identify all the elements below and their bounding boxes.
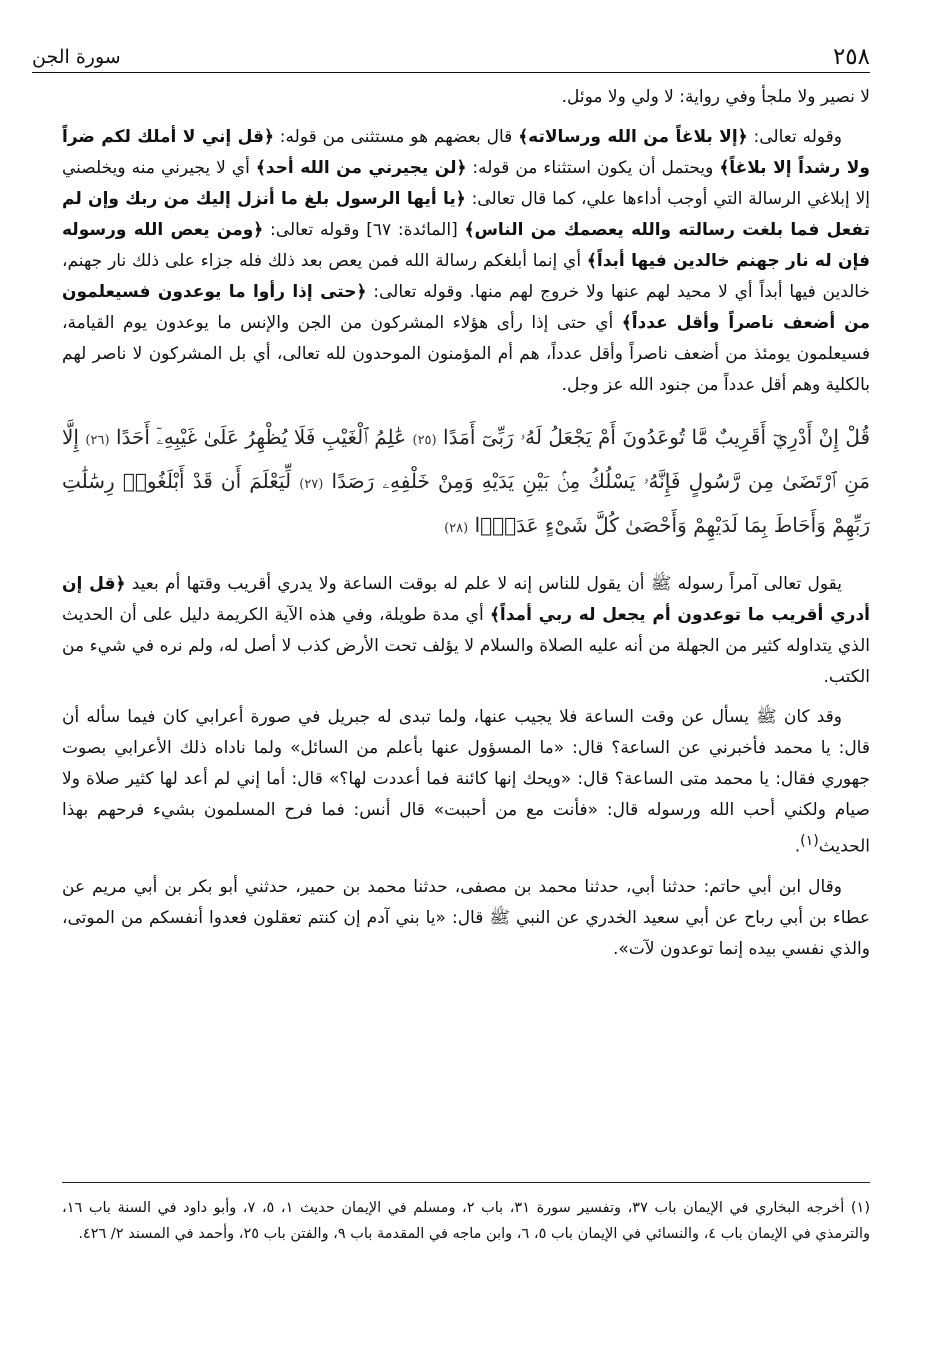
quran-quote: ﴿قل إن أدري أقريب ما توعدون أم يجعل له ربي أمداً﴾: [62, 574, 870, 625]
text-segment: وقال ابن أبي حاتم: حدثنا أبي، حدثنا محمد بن مصفى، حدثنا محمد بن حمير، حدثني أبو بكر بن أبي مريم عن عطاء بن أبي رباح عن أبي سعيد الخدري عن النبي ﷺ قال: «يا بني آدم إن كنتم تعقلون فعدوا أنفسكم من الموتى، والذي نفسي بيده إنما توعدون لآت».: [62, 876, 870, 959]
text-segment: يقول تعالى آمراً رسوله ﷺ أن يقول للناس إنه لا علم له بوقت الساعة ولا يدري أقريب وقتها أم بعيد: [125, 574, 842, 594]
verse-text: لِّيَعْلَمَ أَن قَدْ أَبْلَغُوا۟ رِسَٰلَٰتِ رَبِّهِمْ وَأَحَاطَ بِمَا لَدَيْهِمْ وَأَحْصَىٰ كُلَّ شَىْءٍ عَدَدًۢا: [62, 469, 870, 537]
paragraph: [62, 702, 870, 863]
verse-text: عَٰلِمُ ٱلْغَيْبِ فَلَا يُظْهِرُ عَلَىٰ غَيْبِهِۦٓ أَحَدًا: [115, 425, 407, 449]
text-segment: أي إنما أبلغكم رسالة الله فمن يعص بعد ذلك فله جزاء على ذلك نار جهنم، خالدين فيها أبداً أي لا محيد لهم عنها ولا خروج لهم منها. وقوله تعالى:: [62, 251, 870, 302]
verse-number-value: ٢٨: [449, 521, 464, 536]
text-segment: [المائدة: ٦٧] وقوله تعالى:: [263, 220, 465, 240]
text-segment: (١): [800, 833, 819, 849]
running-header: [32, 42, 870, 73]
commentary-block-1: [62, 82, 870, 401]
footnote-text: أخرجه البخاري في الإيمان باب ٣٧، وتفسير سورة ٣١، باب ٢، ومسلم في الإيمان حديث ١، ٥، ٧، وأبو داود في السنة باب ١٦، والترمذي في الإيمان باب ٤، والنسائي في الإيمان باب ٥، ٦، وابن ماجه في المقدمة باب ٩، والفتن باب ٢٥، وأحمد في المسند ٢/ ٤٢٦.: [62, 1200, 870, 1242]
quran-quote: ﴿حتى إذا رأوا ما يوعدون فسيعلمون من أضعف ناصراً وأقل عدداً﴾: [62, 282, 870, 333]
verse-number-value: ٢٦: [90, 433, 105, 448]
paragraph: [62, 122, 870, 401]
text-segment: أي مدة طويلة، وفي هذه الآية الكريمة دليل على أن الحديث الذي يتداوله كثير من الجهلة من أنه عليه الصلاة والسلام لا يؤلف تحت الأرض كذب لا أصل له، ولم نره في شيء من الكتب.: [62, 605, 870, 687]
text-segment: ويحتمل أن يكون استثناء من قوله:: [466, 158, 720, 178]
main-text: [62, 82, 870, 974]
quran-verses: [62, 411, 870, 555]
verse-number: (٢٦): [85, 433, 110, 448]
footnote-marker: (١): [850, 1200, 870, 1216]
text-segment: قال بعضهم هو مستثنى من قوله:: [273, 127, 519, 147]
quran-quote: ﴿قل إني لا أملك لكم ضراً ولا رشداً إلا بلاغاً﴾: [62, 127, 870, 178]
text-segment: وقوله تعالى:: [747, 127, 842, 147]
footnotes: [62, 1182, 870, 1247]
quran-quote: ﴿لن يجيرني من الله أحد﴾: [255, 158, 467, 178]
text-segment: أي حتى إذا رأى هؤلاء المشركون من الجن والإنس ما يوعدون يوم القيامة، فسيعلمون يومئذ من أضعف ناصراً وأقل عدداً، هم أم المؤمنون الموحدون لله تعالى، أي بل المشركون لا ناصر لهم بالكلية وهم أقل عدداً من جنود الله عز وجل.: [62, 313, 870, 395]
paragraph: [62, 82, 870, 113]
quran-quote: ﴿إلا بلاغاً من الله ورسالاته﴾: [518, 127, 748, 147]
verse-number: (٢٧): [299, 477, 324, 492]
verse-number: (٢٥): [412, 433, 437, 448]
page-number: ٢٥٨: [832, 44, 870, 70]
commentary-block-2: [62, 569, 870, 965]
paragraph: [62, 872, 870, 965]
paragraph: [62, 569, 870, 693]
verse-text: إِلَّا مَنِ ٱرْتَضَىٰ مِن رَّسُولٍ فَإِنَّهُۥ يَسْلُكُ مِنۢ بَيْنِ يَدَيْهِ وَمِنْ خَلْفِهِۦ رَصَدًا: [62, 425, 871, 493]
verse-number-value: ٢٥: [417, 433, 432, 448]
quran-quote: ﴿ومن يعص الله ورسوله فإن له نار جهنم خالدين فيها أبداً﴾: [62, 220, 870, 271]
text-segment: لا نصير ولا ملجأ وفي رواية: لا ولي ولا موئل.: [561, 87, 870, 107]
verse-number-value: ٢٧: [304, 477, 319, 492]
text-segment: أي لا يجيرني منه ويخلصني إلا إبلاغي الرسالة التي أوجب أداءها علي، كما قال تعالى:: [62, 158, 870, 209]
verse-number: (٢٨): [444, 521, 469, 536]
text-segment: وقد كان ﷺ يسأل عن وقت الساعة فلا يجيب عنها، ولما تبدى له جبريل في صورة أعرابي كان فيما سأله أن قال: يا محمد فأخبرني عن الساعة؟ قال: «ما المسؤول عنها بأعلم من السائل» ولما ناداه ذلك الأعرابي بصوت جهوري فقال: يا محمد متى الساعة؟ قال: «ويحك إنها كائنة فما أعددت لها؟» قال: أما إني لم أعد لها كثير صلاة ولا صيام ولكني أحب الله ورسوله قال: «فأنت مع من أحببت» قال أنس: فما فرح المسلمون بشيء فرحهم بهذا الحديث: [62, 707, 870, 857]
text-segment: .: [794, 836, 801, 857]
surah-name: سورة الجن: [32, 46, 121, 68]
quran-quote: ﴿يا أيها الرسول بلغ ما أنزل إليك من ربك وإن لم تفعل فما بلغت رسالته والله يعصمك من الناس﴾: [62, 189, 871, 240]
verse-text: قُلْ إِنْ أَدْرِيٓ أَقَرِيبٌ مَّا تُوعَدُونَ أَمْ يَجْعَلُ لَهُۥ رَبِّىٓ أَمَدًا: [443, 425, 871, 449]
footnote: [62, 1195, 870, 1247]
